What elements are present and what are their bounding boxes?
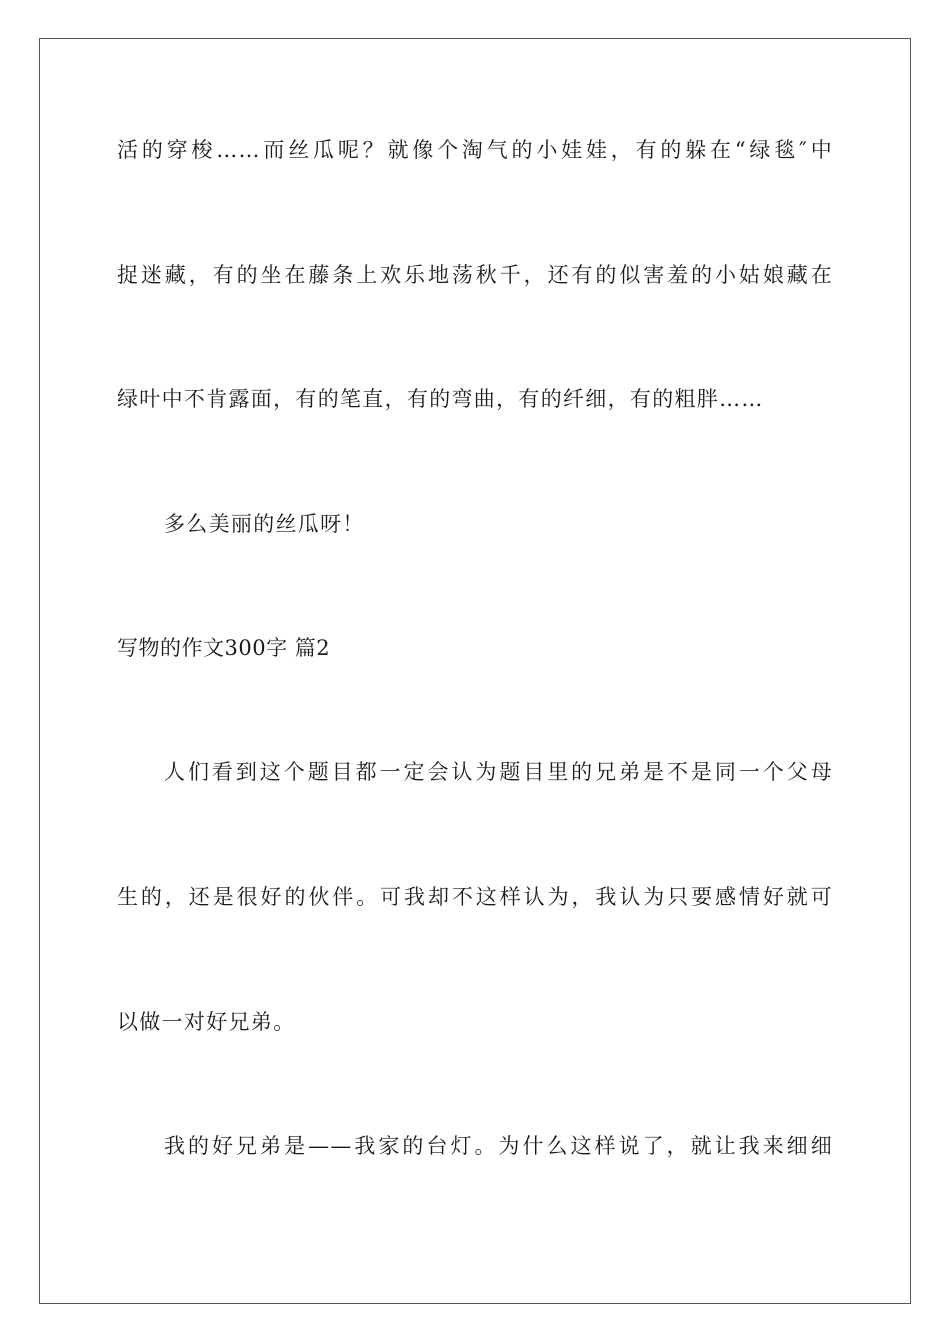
paragraph-line: 生的，还是很好的伙伴。可我却不这样认为，我认为只要感情好就可 (117, 885, 833, 909)
paragraph-line: 绿叶中不肯露面，有的笔直，有的弯曲，有的纤细，有的粗胖…… (117, 387, 764, 411)
paragraph-line: 我的好兄弟是——我家的台灯。为什么这样说了，就让我来细细 (164, 1134, 833, 1158)
paragraph-line: 人们看到这个题目都一定会认为题目里的兄弟是不是同一个父母 (164, 760, 833, 784)
section-heading: 写物的作文300字 篇2 (117, 636, 331, 660)
paragraph-line: 以做一对好兄弟。 (117, 1010, 296, 1034)
paragraph-line: 活的穿梭……而丝瓜呢？就像个淘气的小娃娃，有的躲在“绿毯″中 (117, 138, 833, 162)
paragraph-line: 捉迷藏，有的坐在藤条上欢乐地荡秋千，还有的似害羞的小姑娘藏在 (117, 263, 833, 287)
paragraph-line: 多么美丽的丝瓜呀！ (164, 512, 365, 536)
page-border (39, 38, 911, 1304)
